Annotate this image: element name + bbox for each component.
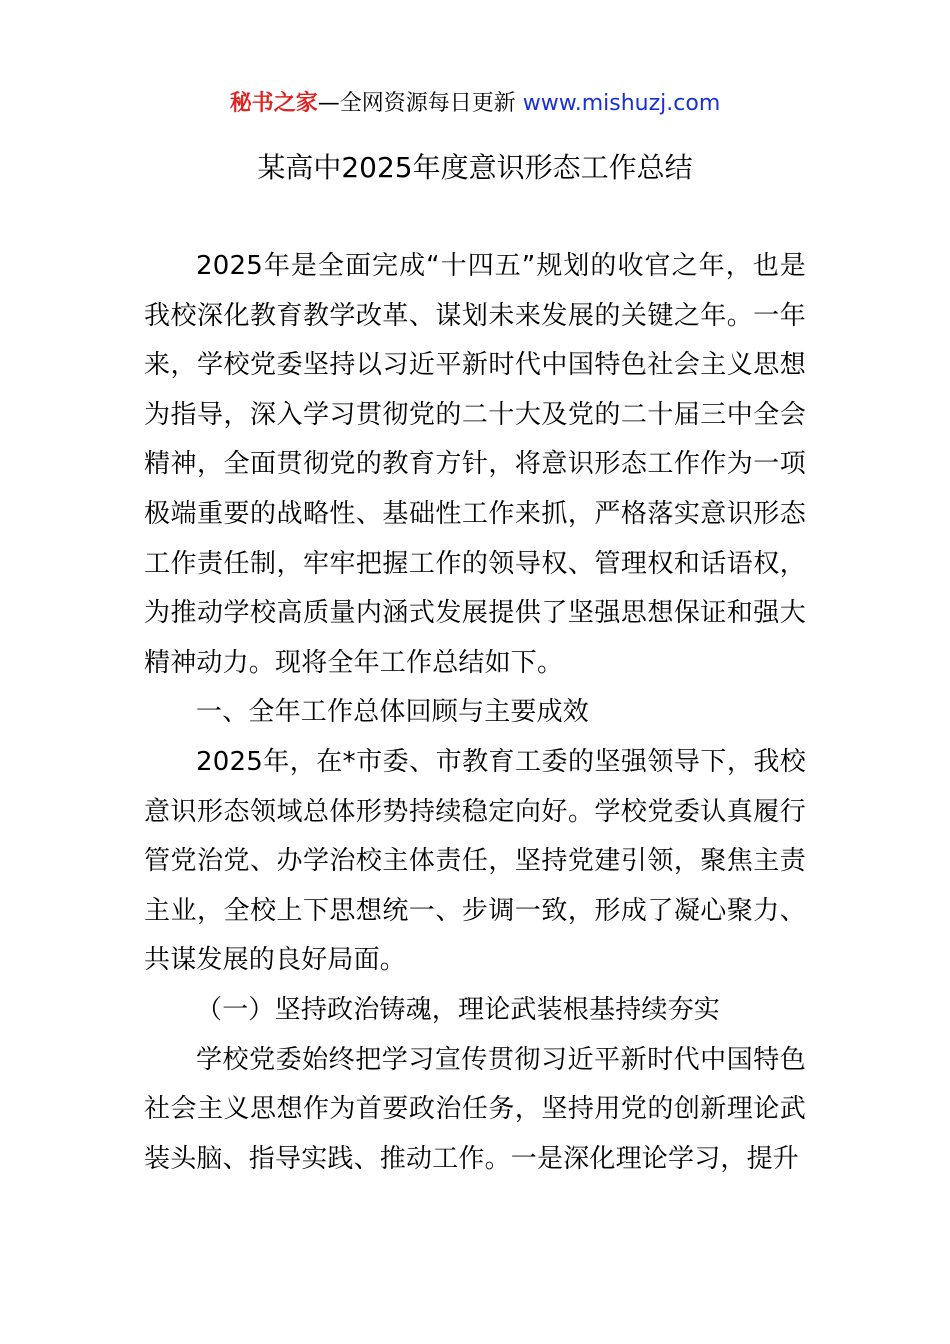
banner-tagline: —全网资源每日更新 [317, 91, 523, 116]
subsection-paragraph: 学校党委始终把学习宣传贯彻习近平新时代中国特色社会主义思想作为首要政治任务，坚持用党的创新理论武装头脑、指导实践、推动工作。一是深化理论学习，提升 [144, 1044, 806, 1174]
site-url-link[interactable]: www.mishuzj.com [522, 91, 721, 116]
document-body [144, 242, 806, 1184]
subsection-heading: （一）坚持政治铸魂，理论武装根基持续夯实 [196, 994, 721, 1025]
intro-paragraph: 2025年是全面完成“十四五”规划的收官之年，也是我校深化教育教学改革、谋划未来发展的关键之年。一年来，学校党委坚持以习近平新时代中国特色社会主义思想为指导，深入学习贯彻党的二十大及党的二十届三中全会精神，全面贯彻党的教育方针，将意识形态工作作为一项极端重要的战略性、基础性工作来抓，严格落实意识形态工作责任制，牢牢把握工作的领导权、管理权和话语权，为推动学校高质量内涵式发展提供了坚强思想保证和强大精神动力。现将全年工作总结如下。 [144, 251, 806, 678]
section-paragraph: 2025年，在*市委、市教育工委的坚强领导下，我校意识形态领域总体形势持续稳定向好。学校党委认真履行管党治党、办学治校主体责任，坚持党建引领，聚焦主责主业，全校上下思想统一、步调一致，形成了凝心聚力、共谋发展的良好局面。 [144, 746, 806, 976]
brand-name: 秘书之家 [229, 91, 318, 116]
site-banner [0, 88, 950, 120]
section-heading: 一、全年工作总体回顾与主要成效 [196, 697, 590, 728]
document-title: 某高中2025年度意识形态工作总结 [257, 151, 693, 184]
